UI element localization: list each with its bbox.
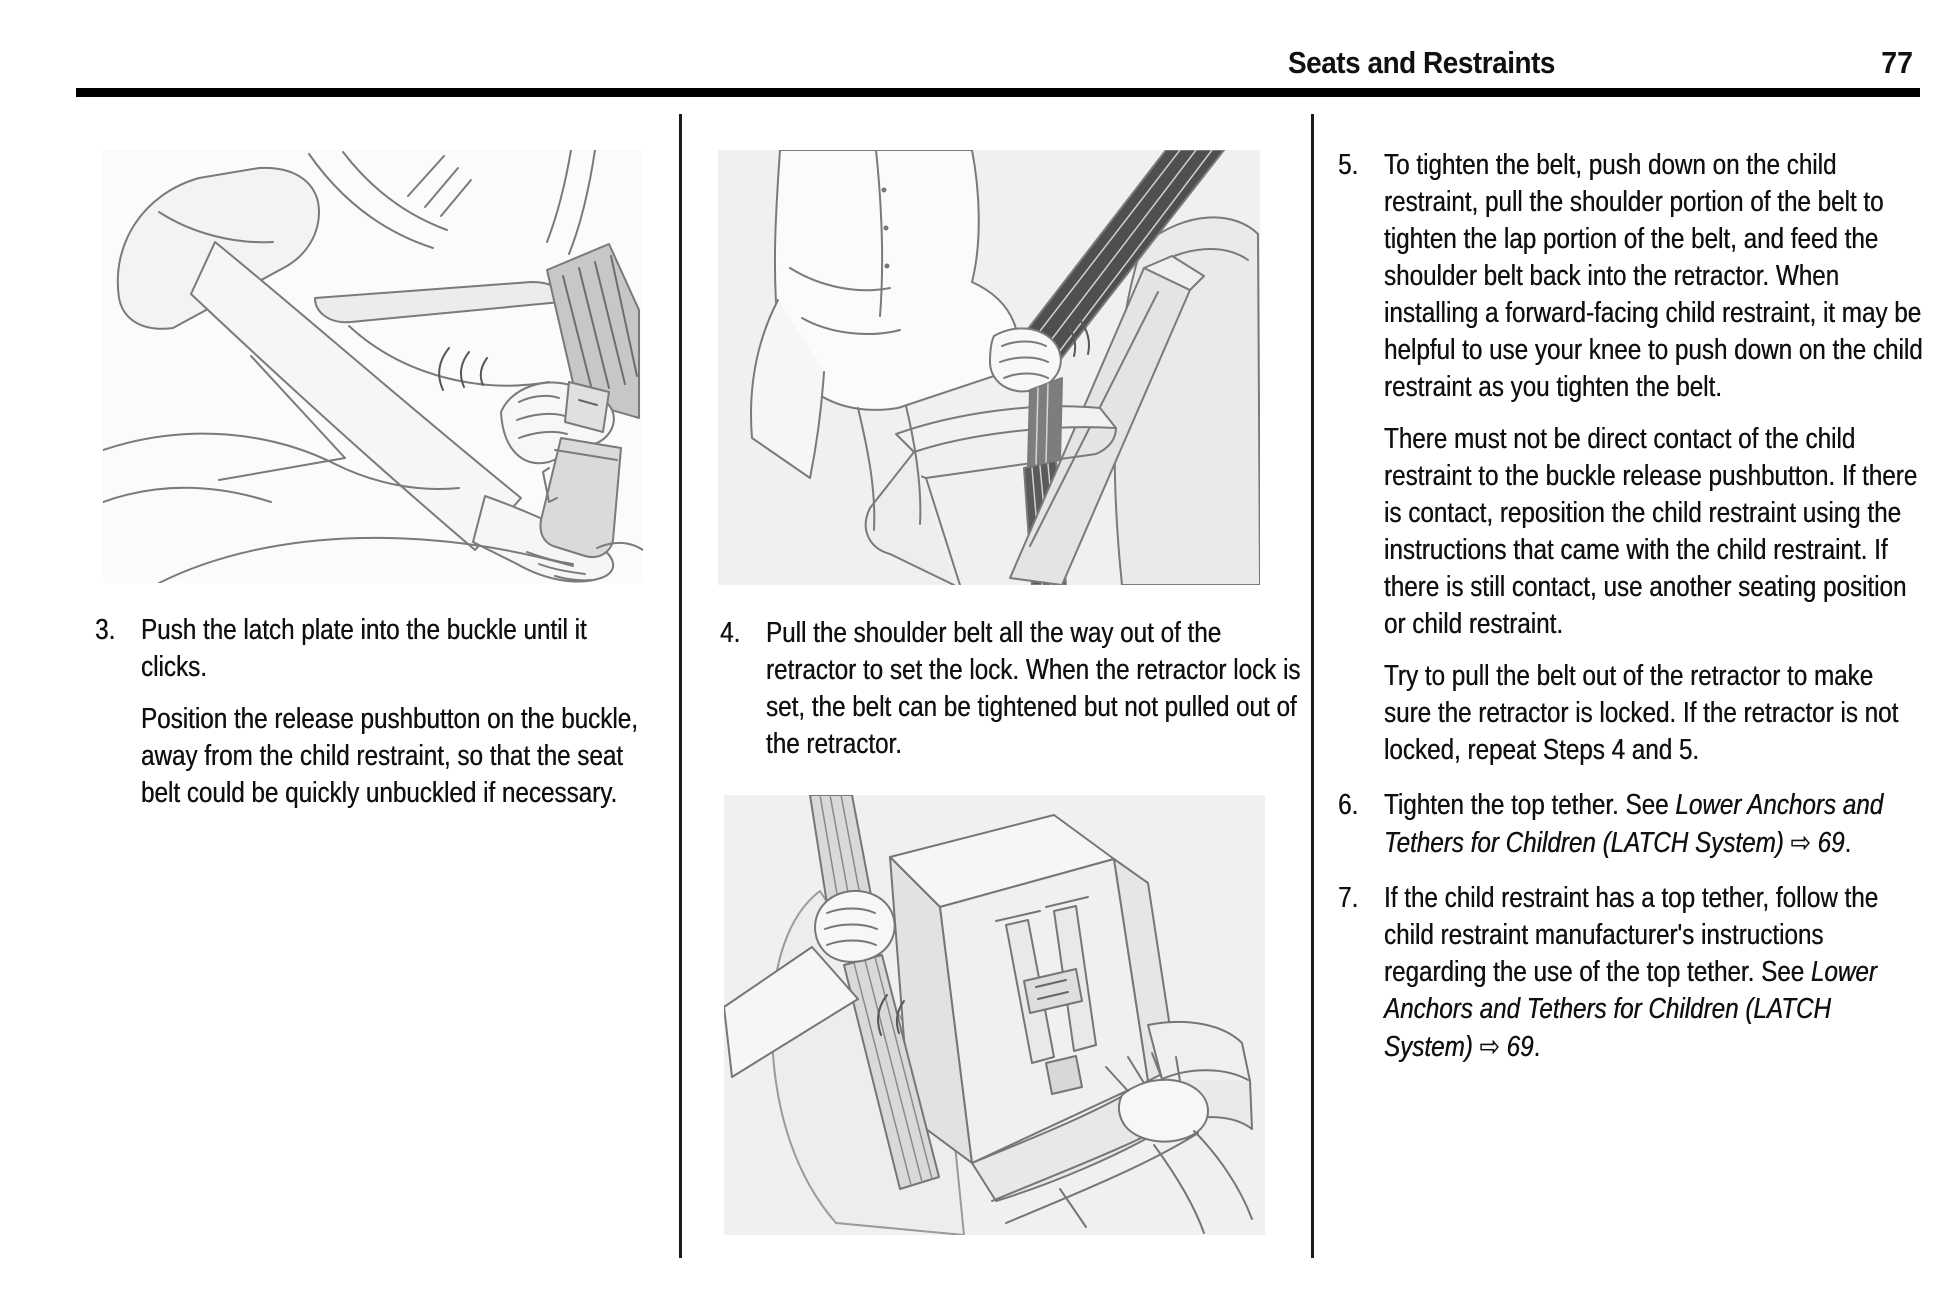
text-segment: . bbox=[1844, 827, 1852, 859]
list-item-4 bbox=[720, 615, 1315, 763]
column-1-text bbox=[95, 612, 648, 812]
paragraph: Push the latch plate into the buckle until it clicks. bbox=[140, 614, 587, 683]
page-reference-arrow-icon: ⇨ bbox=[1790, 826, 1811, 859]
text-segment: If the child restraint has a top tether, follow the child restraint manufacturer's instructions regarding the use of the top tether. See bbox=[1383, 882, 1879, 988]
paragraph: Try to pull the belt out of the retractor to make sure the retractor is locked. If the retractor is not locked, repeat Steps 4 and 5. bbox=[1383, 660, 1899, 766]
paragraph bbox=[1384, 787, 1923, 862]
paragraph bbox=[1384, 880, 1923, 1066]
list-item-body bbox=[766, 615, 1315, 763]
list-item-6 bbox=[1338, 787, 1923, 862]
list-item-number: 4. bbox=[720, 617, 741, 649]
column-divider-left bbox=[679, 114, 682, 1258]
page-reference-arrow-icon: ⇨ bbox=[1479, 1030, 1500, 1063]
list-item-body bbox=[1384, 787, 1923, 862]
cross-reference-page: 69 bbox=[1817, 827, 1845, 859]
paragraph: Position the release pushbutton on the buckle, away from the child restraint, so that the seat belt could be quickly unbuckled if necessary. bbox=[140, 703, 638, 809]
column-3-text bbox=[1338, 147, 1923, 1066]
column-2-text bbox=[720, 615, 1315, 763]
paragraph: There must not be direct contact of the child restraint to the buckle release pushbutton. If there is contact, reposition the child restraint using the instructions that came with the child restraint. If there is still contact, use another seating position or child restraint. bbox=[1383, 423, 1918, 640]
list-item-number: 6. bbox=[1338, 789, 1359, 821]
text-segment: Tighten the top tether. See bbox=[1383, 789, 1676, 821]
latch-plate bbox=[565, 382, 609, 432]
list-item-number: 5. bbox=[1338, 149, 1359, 181]
cross-reference-page-link bbox=[1479, 1031, 1540, 1063]
list-item-5 bbox=[1338, 147, 1923, 769]
text-segment: . bbox=[1533, 1031, 1541, 1063]
cross-reference-title: Lower Anchors and Tethers for Children (LATCH System) bbox=[1383, 789, 1884, 859]
page-number: 77 bbox=[1881, 45, 1913, 80]
header-rule bbox=[76, 88, 1920, 97]
list-item-7 bbox=[1338, 880, 1923, 1066]
list-item-number: 7. bbox=[1338, 882, 1359, 914]
cross-reference-title: Lower Anchors and Tethers for Children (LATCH System) bbox=[1383, 956, 1877, 1063]
paragraph: Pull the shoulder belt all the way out of the retractor to set the lock. When the retractor lock is set, the belt can be tightened but not pulled out of the retractor. bbox=[765, 617, 1301, 760]
list-item-body bbox=[1384, 880, 1923, 1066]
page-title: Seats and Restraints bbox=[1287, 45, 1555, 80]
list-item-body bbox=[1384, 147, 1923, 769]
list-item-body bbox=[141, 612, 648, 812]
illustration-pulling-shoulder-belt bbox=[718, 150, 1260, 585]
paragraph: To tighten the belt, push down on the child restraint, pull the shoulder portion of the belt to tighten the lap portion of the belt, and feed the shoulder belt back into the retractor. When installing a forward-facing child restraint, it may be helpful to use your knee to push down on the child restraint as you tighten the belt. bbox=[1383, 149, 1923, 403]
cross-reference-page-link bbox=[1790, 827, 1851, 859]
illustration-belt-beside-harness bbox=[724, 795, 1265, 1235]
illustration-latch-plate-into-buckle bbox=[103, 150, 643, 583]
list-item-3 bbox=[95, 612, 648, 812]
belt-below-fist bbox=[1028, 378, 1062, 466]
cross-reference-page: 69 bbox=[1506, 1031, 1534, 1063]
list-item-number: 3. bbox=[95, 614, 116, 646]
